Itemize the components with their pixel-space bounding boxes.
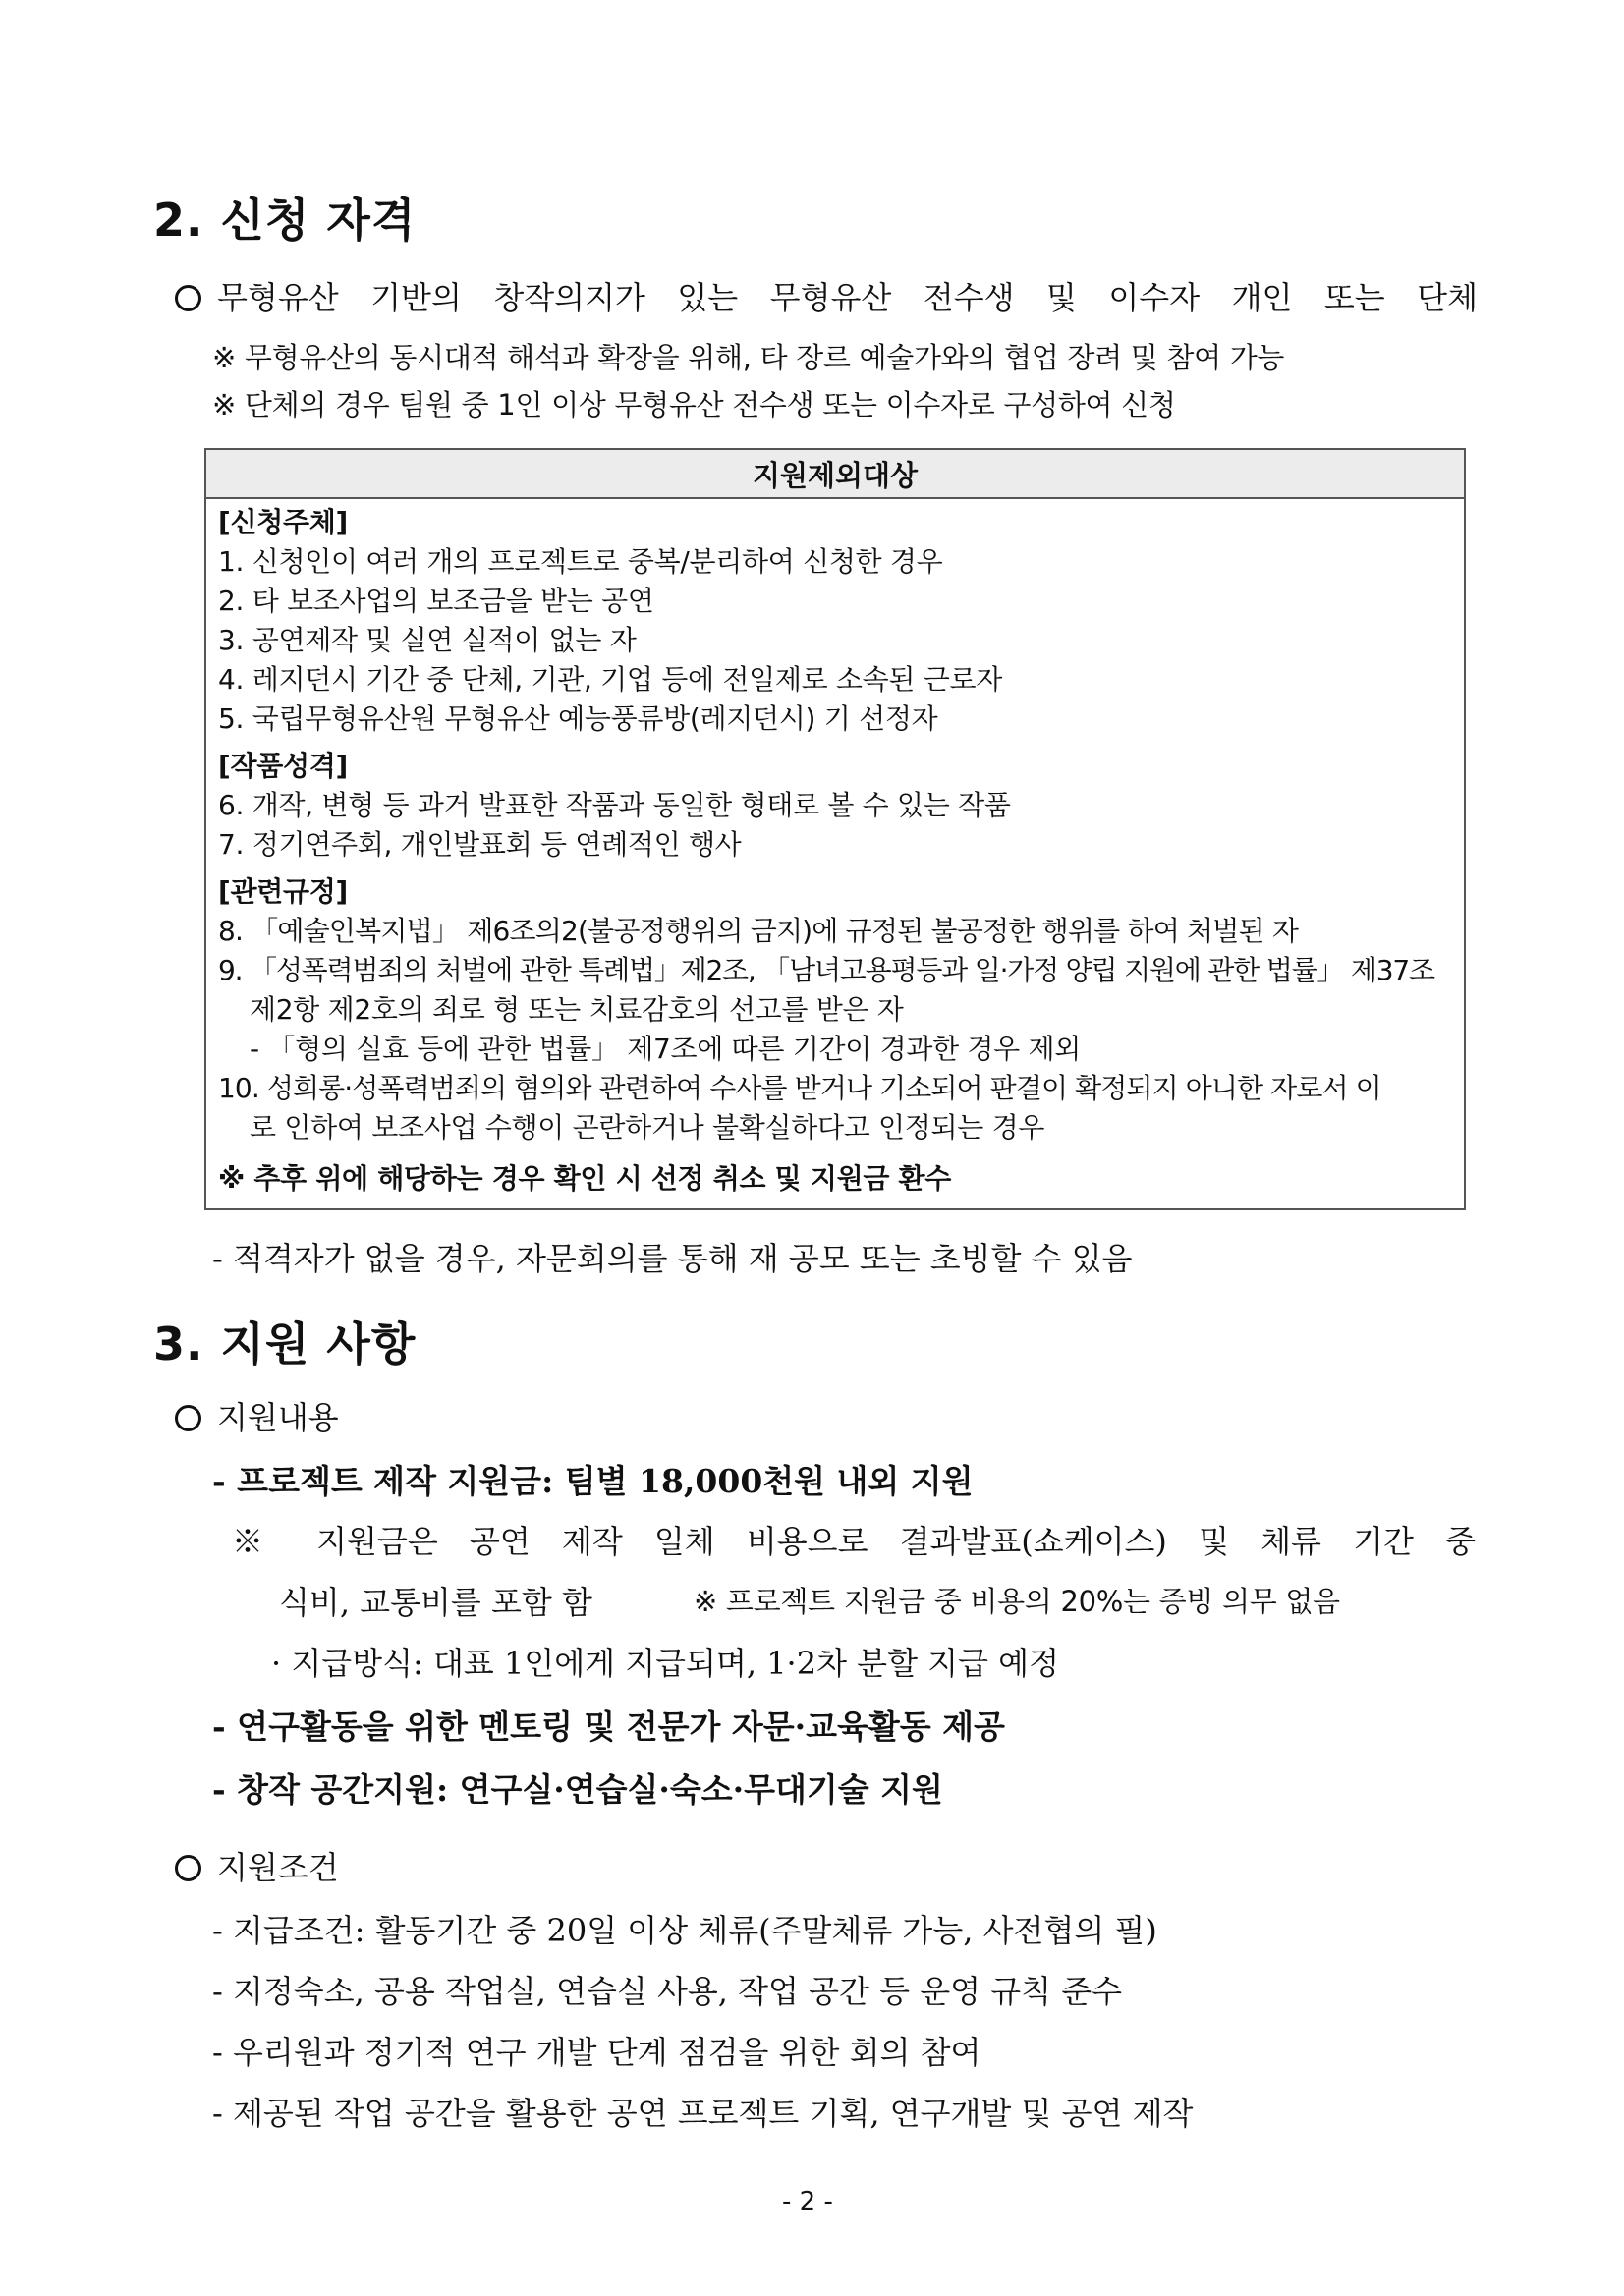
grant-note-1: ※ 지원금은 공연 제작 일체 비용으로 결과발표(쇼케이스) 및 체류 기간 중 (232, 1523, 1476, 1560)
section2-title: 2. 신청 자격 (153, 194, 417, 247)
exclusion-item-cont: 제2항 제2호의 죄로 형 또는 치료감호의 선고를 받은 자 (250, 993, 904, 1026)
after-table-note: - 적격자가 없을 경우, 자문회의를 통해 재 공모 또는 초빙할 수 있음 (212, 1240, 1133, 1277)
grant-note-2a: 식비, 교통비를 포함 함 (279, 1584, 592, 1621)
group-title-applicant: [신청주체] (218, 506, 348, 538)
exclusion-item: 2. 타 보조사업의 보조금을 받는 공연 (218, 585, 654, 617)
grant-payment-method: · 지급방식: 대표 1인에게 지급되며, 1·2차 분할 지급 예정 (271, 1645, 1059, 1682)
support-content-label: 지원내용 (217, 1399, 339, 1436)
grant-note-2b: ※ 프로젝트 지원금 중 비용의 20%는 증빙 의무 없음 (694, 1585, 1340, 1618)
eligibility-note-1: ※ 무형유산의 동시대적 해석과 확장을 위해, 타 장르 예술가와의 협업 장려 및 참여 가능 (212, 341, 1285, 374)
exclusion-table-header: 지원제외대상 (206, 450, 1464, 499)
page-number: - 2 - (782, 2187, 833, 2216)
group-title-regulation: [관련규정] (218, 875, 348, 908)
exclusion-item-sub: - 「형의 실효 등에 관한 법률」 제7조에 따른 기간이 경과한 경우 제외 (250, 1033, 1082, 1065)
circle-bullet-icon (175, 1855, 201, 1881)
section3-title: 3. 지원 사항 (153, 1317, 417, 1371)
exclusion-item: 10. 성희롱·성폭력범죄의 혐의와 관련하여 수사를 받거나 기소되어 판결이 확정되지 아니한 자로서 이 (218, 1072, 1381, 1104)
condition-item: - 우리원과 정기적 연구 개발 단계 점검을 위한 회의 참여 (212, 2034, 981, 2071)
eligibility-main-text: 무형유산 기반의 창작의지가 있는 무형유산 전수생 및 이수자 개인 또는 단체 (217, 279, 1478, 316)
eligibility-main (175, 273, 1478, 318)
exclusion-item: 1. 신청인이 여러 개의 프로젝트로 중복/분리하여 신청한 경우 (218, 545, 943, 578)
condition-item: - 제공된 작업 공간을 활용한 공연 프로젝트 기획, 연구개발 및 공연 제작 (212, 2095, 1194, 2132)
exclusion-item: 8. 「예술인복지법」 제6조의2(불공정행위의 금지)에 규정된 불공정한 행위를 하여 처벌된 자 (218, 915, 1299, 947)
support-item-space: - 창작 공간지원: 연구실·연습실·숙소·무대기술 지원 (212, 1770, 943, 1809)
circle-bullet-icon (175, 1405, 201, 1431)
group-title-work: [작품성격] (218, 750, 348, 782)
support-conditions-label: 지원조건 (217, 1849, 339, 1886)
exclusion-table (204, 448, 1466, 1210)
support-conditions-subtitle (175, 1843, 339, 1888)
exclusion-item: 4. 레지던시 기간 중 단체, 기관, 기업 등에 전일제로 소속된 근로자 (218, 663, 1003, 696)
exclusion-table-footer: ※ 추후 위에 해당하는 경우 확인 시 선정 취소 및 지원금 환수 (218, 1162, 952, 1195)
exclusion-item: 5. 국립무형유산원 무형유산 예능풍류방(레지던시) 기 선정자 (218, 702, 938, 735)
exclusion-item-cont: 로 인하여 보조사업 수행이 곤란하거나 불확실하다고 인정되는 경우 (250, 1111, 1045, 1144)
exclusion-item: 9. 「성폭력범죄의 처벌에 관한 특례법」제2조, 「남녀고용평등과 일·가정 양립 지원에 관한 법률」 제37조 (218, 954, 1434, 986)
exclusion-item: 6. 개작, 변형 등 과거 발표한 작품과 동일한 형태로 볼 수 있는 작품 (218, 789, 1011, 821)
exclusion-item: 7. 정기연주회, 개인발표회 등 연례적인 행사 (218, 828, 742, 861)
eligibility-note-2: ※ 단체의 경우 팀원 중 1인 이상 무형유산 전수생 또는 이수자로 구성하여 신청 (212, 388, 1176, 421)
support-item-mentoring: - 연구활동을 위한 멘토링 및 전문가 자문·교육활동 제공 (212, 1708, 1005, 1746)
condition-item: - 지급조건: 활동기간 중 20일 이상 체류(주말체류 가능, 사전협의 필) (212, 1912, 1157, 1949)
support-item-grant: - 프로젝트 제작 지원금: 팀별 18,000천원 내외 지원 (212, 1462, 974, 1500)
circle-bullet-icon (175, 285, 201, 311)
support-content-subtitle (175, 1393, 339, 1438)
condition-item: - 지정숙소, 공용 작업실, 연습실 사용, 작업 공간 등 운영 규칙 준수 (212, 1973, 1123, 2010)
exclusion-item: 3. 공연제작 및 실연 실적이 없는 자 (218, 624, 637, 656)
